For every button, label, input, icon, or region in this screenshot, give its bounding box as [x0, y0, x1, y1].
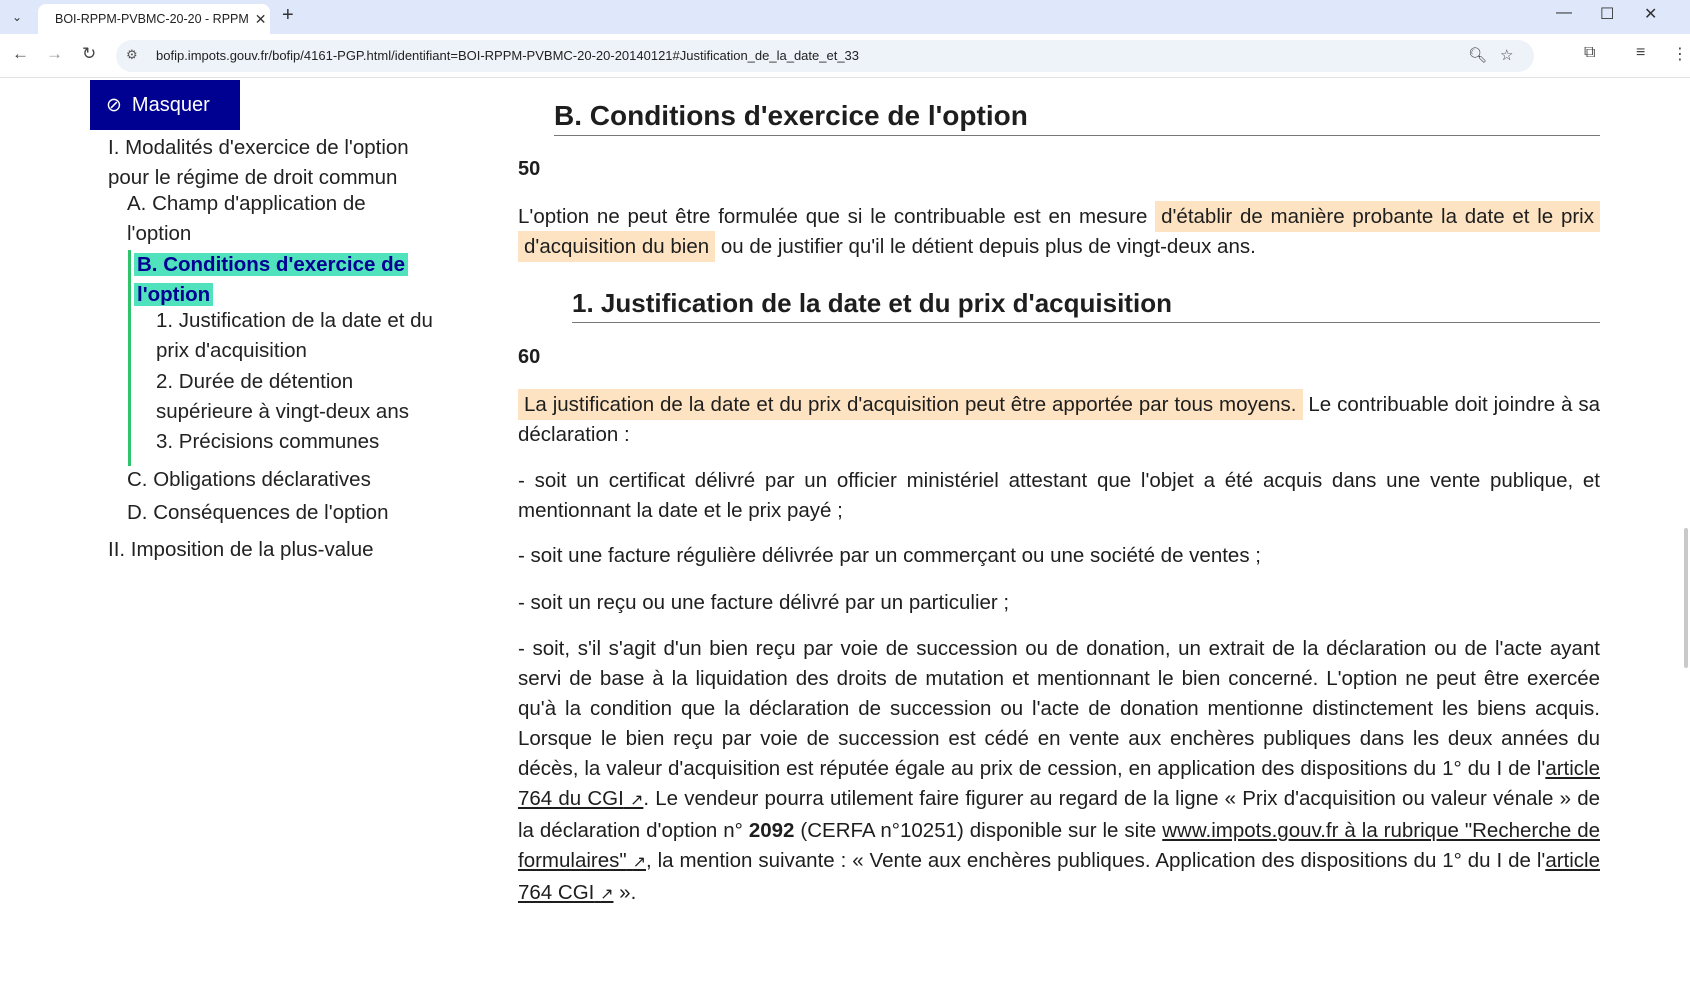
- p60-text-end: Le contribuable doit joindre à sa déclaration :: [518, 393, 1600, 446]
- new-tab-icon[interactable]: +: [282, 4, 294, 26]
- toc-active-indicator: [128, 250, 131, 466]
- omnibox[interactable]: [116, 40, 1534, 72]
- bullet-recu-particulier: - soit un reçu ou une facture délivré par un particulier ;: [518, 591, 1010, 614]
- reload-icon[interactable]: ↻: [82, 44, 97, 63]
- toc-item-ii[interactable]: [108, 535, 374, 565]
- toc-item-d[interactable]: [127, 498, 388, 528]
- toc-item-i[interactable]: [108, 133, 409, 193]
- paragraph-50: [518, 202, 1600, 262]
- tab-strip: [0, 0, 1690, 34]
- toc-item-ii-line1: II. Imposition de la plus-value: [108, 538, 374, 561]
- page-content: [0, 78, 1690, 980]
- toc-item-a-line2: l'option: [127, 222, 192, 245]
- browser-menu-icon[interactable]: ⋮: [1672, 46, 1688, 63]
- scrollbar-thumb[interactable]: [1684, 528, 1688, 668]
- article-764-cgi-link-label: article 764 du CGI: [518, 757, 1600, 810]
- section-b-heading: B. Conditions d'exercice de l'option: [554, 100, 1600, 136]
- toc-item-b-active[interactable]: [134, 250, 408, 310]
- toc-item-b3-line1: 3. Précisions communes: [156, 430, 380, 453]
- p60-highlight: La justification de la date et du prix d'acquisition peut être apportée par tous moyens.: [518, 389, 1303, 420]
- toc-item-b2-line1: 2. Durée de détention: [156, 370, 354, 393]
- masquer-label: Masquer: [131, 93, 210, 116]
- toc-item-c[interactable]: [127, 465, 371, 495]
- toc-item-b-line1: B. Conditions d'exercice de: [134, 253, 408, 276]
- minimize-icon[interactable]: —: [1556, 4, 1572, 21]
- toc-item-i-line1: I. Modalités d'exercice de l'option: [108, 136, 409, 159]
- media-controls-icon[interactable]: ≡: [1636, 44, 1646, 61]
- active-tab[interactable]: [38, 4, 270, 34]
- section-1-heading: 1. Justification de la date et du prix d'acquisition: [572, 288, 1600, 323]
- toc-item-b1-line1: 1. Justification de la date et du: [156, 309, 433, 332]
- form-number-2092: 2092: [748, 819, 795, 842]
- external-link-icon: ↗: [630, 792, 644, 809]
- external-link-icon: ↗: [632, 854, 646, 871]
- tab-title: BOI-RPPM-PVBMC-20-20 - RPPM: [55, 12, 249, 26]
- toc-item-c-line1: C. Obligations déclaratives: [127, 468, 371, 491]
- forward-icon[interactable]: →: [46, 44, 63, 63]
- masquer-button[interactable]: [90, 80, 240, 130]
- toc-item-b3[interactable]: [156, 427, 379, 457]
- eye-slash-icon: ⊘: [106, 94, 122, 116]
- recherche-formulaires-link-label: www.impots.gouv.fr à la rubrique "Recherche de formulaires": [518, 819, 1601, 872]
- toc-item-b1[interactable]: [156, 306, 433, 366]
- p50-highlight: d'établir de manière probante la date et le prix d'acquisition du bien: [518, 201, 1600, 262]
- toc-item-d-line1: D. Conséquences de l'option: [127, 501, 389, 524]
- paragraph-60: [518, 390, 1600, 450]
- toc-item-i-line2: pour le régime de droit commun: [108, 166, 398, 189]
- b4-text-2: . Le vendeur pourra utilement faire figurer au regard de la ligne « Prix d'acquisition ou valeur vénale » de la déclaration d'option n°: [518, 787, 1601, 842]
- toc-item-b2[interactable]: [156, 367, 409, 427]
- toc-item-a-line1: A. Champ d'application de: [127, 192, 366, 215]
- extensions-icon[interactable]: ⧉: [1584, 44, 1596, 61]
- bullet-succession: [518, 634, 1600, 910]
- address-bar-row: [0, 34, 1690, 78]
- p50-text-end: ou de justifier qu'il le détient depuis plus de vingt-deux ans.: [715, 235, 1256, 258]
- b4-text-1: - soit, s'il s'agit d'un bien reçu par voie de succession ou de donation, un extrait de la déclaration ou de l'acte ayant servi de base à la liquidation des droits de mutation et mentionnant le bien concerné. L'option ne peut être exercée qu'à la condition que la déclaration de succession ou l'acte de donation mentionne distinctement les biens acquis. Lorsque le bien reçu par voie de succession est cédé en vente aux enchères publiques dans les deux années du décès, la valeur d'acquisition est réputée égale au prix de cession, en application des dispositions du 1° du I de l': [518, 637, 1600, 780]
- toc-item-a[interactable]: [127, 189, 366, 249]
- toc-item-b-line2: l'option: [134, 283, 213, 306]
- paragraph-number-60: 60: [518, 346, 541, 368]
- article-764-cgi-link-2-label: article 764 CGI: [518, 849, 1600, 904]
- maximize-icon[interactable]: ☐: [1600, 6, 1615, 23]
- bullet-certificat: - soit un certificat délivré par un officier ministériel attestant que l'objet a été acquis dans une vente publique, et mentionnant la date et le prix payé ;: [518, 469, 1600, 522]
- zoom-icon[interactable]: 🔍︎: [1468, 47, 1488, 64]
- external-link-icon: ↗: [600, 886, 614, 903]
- close-window-icon[interactable]: ✕: [1644, 6, 1658, 23]
- tab-search-chevron-icon[interactable]: ⌄: [11, 10, 23, 24]
- bullet-facture-commercant: - soit une facture régulière délivrée par un commerçant ou une société de ventes ;: [518, 544, 1261, 567]
- paragraph-number-50: 50: [518, 158, 541, 180]
- toc-item-b1-line2: prix d'acquisition: [156, 339, 307, 362]
- url-text[interactable]: bofip.impots.gouv.fr/bofip/4161-PGP.html/identifiant=BOI-RPPM-PVBMC-20-20-20140121#Justification_de_la_date_et_33: [156, 48, 860, 63]
- site-info-icon[interactable]: ⚙: [126, 47, 138, 62]
- b4-text-3: (CERFA n°10251) disponible sur le site: [794, 819, 1163, 842]
- back-icon[interactable]: ←: [12, 44, 29, 63]
- bookmark-star-icon[interactable]: ☆: [1500, 47, 1514, 64]
- p50-text-start: L'option ne peut être formulée que si le contribuable est en mesure: [518, 205, 1156, 228]
- b4-text-5: ».: [613, 881, 637, 904]
- toc-item-b2-line2: supérieure à vingt-deux ans: [156, 400, 409, 423]
- close-tab-icon[interactable]: ✕: [254, 10, 267, 27]
- b4-text-4: , la mention suivante : « Vente aux enchères publiques. Application des dispositions du 1° du I de l': [646, 849, 1546, 872]
